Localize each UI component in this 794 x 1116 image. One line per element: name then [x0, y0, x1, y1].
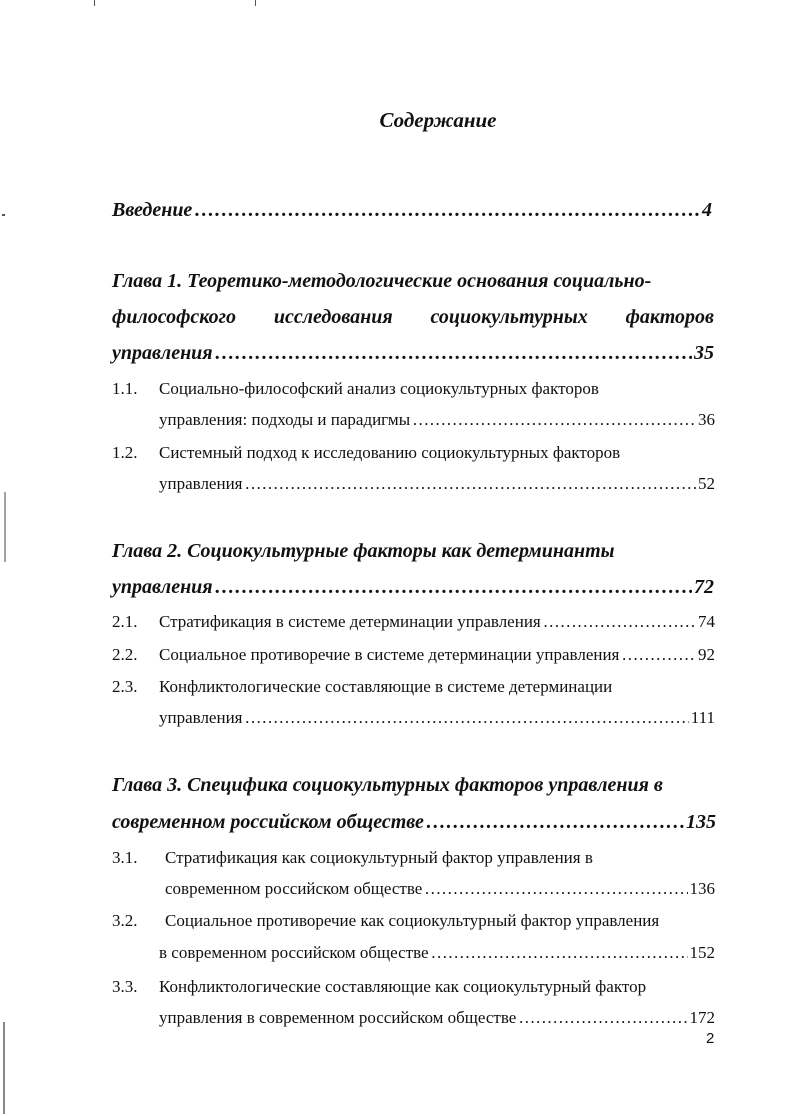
dot-leader — [412, 410, 696, 430]
chapter-1-line-3: управления ……………………………………………………………………………………………………………………………………………………………… 35 — [112, 342, 714, 365]
chapter-2-page: 72 — [694, 576, 714, 598]
section-page: 172 — [689, 1008, 715, 1027]
chapter-3-line-2: современном российском обществе ……………………………………………………………………………………………………………………………………………………………… 135 — [112, 811, 716, 834]
section-1-1-line-1: Социально-философский анализ социокультурных факторов — [159, 379, 599, 398]
scan-artifact — [2, 214, 5, 216]
dot-leader — [426, 811, 684, 834]
chapter-3-page: 135 — [686, 811, 716, 833]
dot-leader — [424, 879, 687, 899]
section-number: 3.3. — [112, 977, 138, 996]
chapter-2-line-1: Глава 2. Социокультурные факторы как детерминанты — [112, 540, 615, 562]
section-3-2-line-2: в современном российском обществе ……………………………………………………………………………………………………………………………………………………………… 152 — [159, 943, 715, 963]
section-number: 2.2. — [112, 645, 138, 664]
section-1-1-line-2: управления: подходы и парадигмы ……………………………………………………………………………………………………………………………………………………………… 36 — [159, 410, 715, 430]
chapter-1-line-1: Глава 1. Теоретико-методологические основания социально- — [112, 270, 652, 292]
chapter-2-line-2: управления ……………………………………………………………………………………………………………………………………………………………… 72 — [112, 576, 714, 599]
dot-leader — [543, 612, 696, 632]
section-3-1-line-2: современном российском обществе ……………………………………………………………………………………………………………………………………………………………… 136 — [165, 879, 715, 899]
section-1-2-line-2: управления ……………………………………………………………………………………………………………………………………………………………… 52 — [159, 474, 715, 494]
dot-leader — [245, 474, 697, 494]
section-number: 2.3. — [112, 677, 138, 696]
section-page: 136 — [689, 879, 715, 898]
chapter-1-line-2: философского исследования социокультурных факторов — [112, 306, 714, 328]
section-1-2-line-1: Системный подход к исследованию социокультурных факторов — [159, 443, 621, 462]
section-2-3-line-2: управления ……………………………………………………………………………………………………………………………………………………………… 111 — [159, 708, 715, 728]
dot-leader — [215, 576, 692, 599]
section-page: 36 — [698, 410, 715, 429]
section-number: 3.2. — [112, 911, 138, 930]
dot-leader — [245, 708, 689, 728]
chapter-1-page: 35 — [694, 342, 714, 364]
chapter-3-line-1: Глава 3. Специфика социокультурных факторов управления в — [112, 774, 663, 796]
section-page: 74 — [698, 612, 715, 631]
dot-leader — [215, 342, 692, 365]
intro-page: 4 — [702, 199, 712, 221]
section-page: 52 — [698, 474, 715, 493]
dot-leader — [621, 645, 696, 665]
section-3-3-line-1: Конфликтологические составляющие как социокультурный фактор — [159, 977, 647, 996]
section-page: 92 — [698, 645, 715, 664]
section-3-2-line-1: Социальное противоречие как социокультурный фактор управления — [165, 911, 660, 930]
section-3-1-line-1: Стратификация как социокультурный фактор управления в — [165, 848, 593, 867]
section-2-1: Стратификация в системе детерминации управления ……………………………………………………………………………………………………………………………………………………………… 74 — [159, 612, 715, 632]
toc-intro — [112, 199, 712, 222]
dot-leader — [431, 943, 688, 963]
page-number: 2 — [706, 1030, 715, 1047]
scan-artifact — [255, 0, 256, 6]
dot-leader — [194, 199, 700, 222]
section-page: 152 — [689, 943, 715, 962]
section-number: 1.1. — [112, 379, 138, 398]
section-number: 1.2. — [112, 443, 138, 462]
section-number: 3.1. — [112, 848, 138, 867]
section-2-3-line-1: Конфликтологические составляющие в системе детерминации — [159, 677, 613, 696]
section-2-2: Социальное противоречие в системе детерминации управления ……………………………………………………………………………………………………………………………………………………………… 92 — [159, 645, 715, 665]
scan-artifact — [3, 1022, 5, 1114]
scan-artifact — [94, 0, 95, 6]
dot-leader — [518, 1008, 687, 1028]
section-number: 2.1. — [112, 612, 138, 631]
toc-title: Содержание — [379, 108, 497, 132]
intro-label: Введение — [112, 199, 193, 221]
section-3-3-line-2: управления в современном российском обществе ……………………………………………………………………………………………………………………………………………………………… 172 — [159, 1008, 715, 1028]
scan-artifact — [4, 492, 6, 562]
section-page: 111 — [690, 708, 715, 727]
